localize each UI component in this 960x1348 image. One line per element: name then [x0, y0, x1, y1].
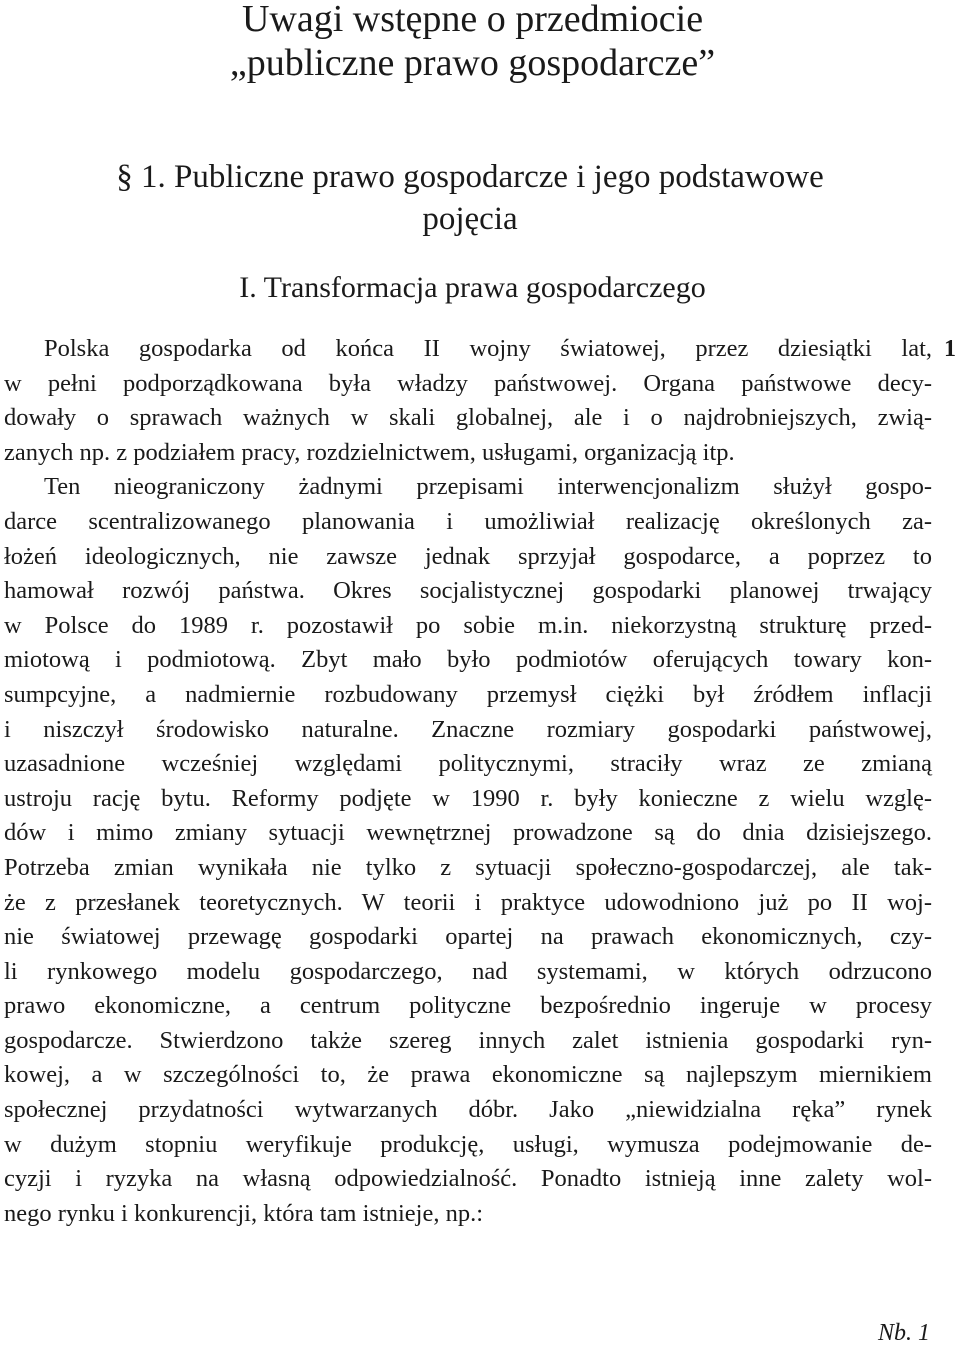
text-line: cyzji i ryzyka na własną odpowiedzialność. Ponadto istnieją inne zalety wol- [4, 1165, 932, 1193]
text-line: w pełni podporządkowana była władzy państwowej. Organa państwowe decy- [4, 369, 932, 397]
text-line: prawo ekonomiczne, a centrum polityczne bezpośrednio ingeruje w procesy [4, 992, 932, 1020]
section-heading-line-1: § 1. Publiczne prawo gospodarcze i jego podstawowe [116, 159, 824, 195]
text-line: dowały o sprawach ważnych w skali globalnej, ale i o najdrobniejszych, zwią- [4, 404, 932, 432]
text-line: społecznej przydatności wytwarzanych dóbr. Jako „niewidzialna ręka” rynek [4, 1096, 932, 1124]
chapter-title-line-2: „publiczne prawo gospodarcze” [229, 42, 716, 84]
text-line: że z przesłanek teoretycznych. W teorii i praktyce udowodniono już po II woj- [4, 888, 932, 916]
text-line: w Polsce do 1989 r. pozostawił po sobie m.in. niekorzystną strukturę przed- [4, 611, 932, 639]
text-line: i niszczył środowisko naturalne. Znaczne rozmiary gospodarki państwowej, [4, 715, 932, 743]
text-line: w dużym stopniu weryfikuje produkcję, usługi, wymusza podejmowanie de- [4, 1130, 932, 1158]
text-line: Potrzeba zmian wynikała nie tylko z sytuacji społeczno-gospodarczej, ale tak- [4, 853, 932, 881]
text-line: darce scentralizowanego planowania i umożliwiał realizację określonych za- [4, 507, 932, 535]
text-line: uzasadnione wcześniej względami politycznymi, straciły wraz ze zmianą [4, 750, 932, 778]
text-line: li rynkowego modelu gospodarczego, nad systemami, w których odrzucono [4, 957, 932, 985]
page-number: Nb. 1 [877, 1320, 930, 1346]
margin-number: 1 [944, 336, 956, 362]
text-line: łożeń ideologicznych, nie zawsze jednak sprzyjał gospodarce, a poprzez to [4, 542, 932, 570]
text-line: hamował rozwój państwa. Okres socjalistycznej gospodarki planowej trwający [4, 577, 932, 605]
text-line: dów i mimo zmiany sytuacji wewnętrznej prowadzone są do dnia dzisiejszego. [4, 819, 932, 847]
text-line: Ten nieograniczony żadnymi przepisami interwencjonalizm służył gospo- [44, 473, 932, 501]
chapter-title-line-1: Uwagi wstępne o przedmiocie [241, 0, 704, 40]
text-line: zanych np. z podziałem pracy, rozdzielnictwem, usługami, organizacją itp. [4, 438, 735, 466]
text-line: miotową i podmiotową. Zbyt mało było podmiotów oferujących towary kon- [4, 646, 932, 674]
text-line: kowej, a w szczególności to, że prawa ekonomiczne są najlepszym miernikiem [4, 1061, 932, 1089]
text-line: Polska gospodarka od końca II wojny światowej, przez dziesiątki lat, [44, 335, 932, 362]
text-line: ustroju rację bytu. Reformy podjęte w 1990 r. były konieczne z wielu wzglę- [4, 784, 932, 812]
text-line: sumpcyjne, a nadmiernie rozbudowany przemysł ciężki był źródłem inflacji [4, 680, 932, 708]
body-paragraphs [4, 332, 932, 1231]
text-line: nego rynku i konkurencji, która tam istnieje, np.: [4, 1199, 484, 1227]
section-heading-line-2: pojęcia [422, 201, 518, 237]
text-line: gospodarcze. Stwierdzono także szereg innych zalet istnienia gospodarki ryn- [4, 1026, 932, 1054]
text-line: nie światowej przewagę gospodarki opartej na prawach ekonomicznych, czy- [4, 923, 932, 951]
subsection-heading: I. Transformacja prawa gospodarczego [239, 271, 706, 304]
